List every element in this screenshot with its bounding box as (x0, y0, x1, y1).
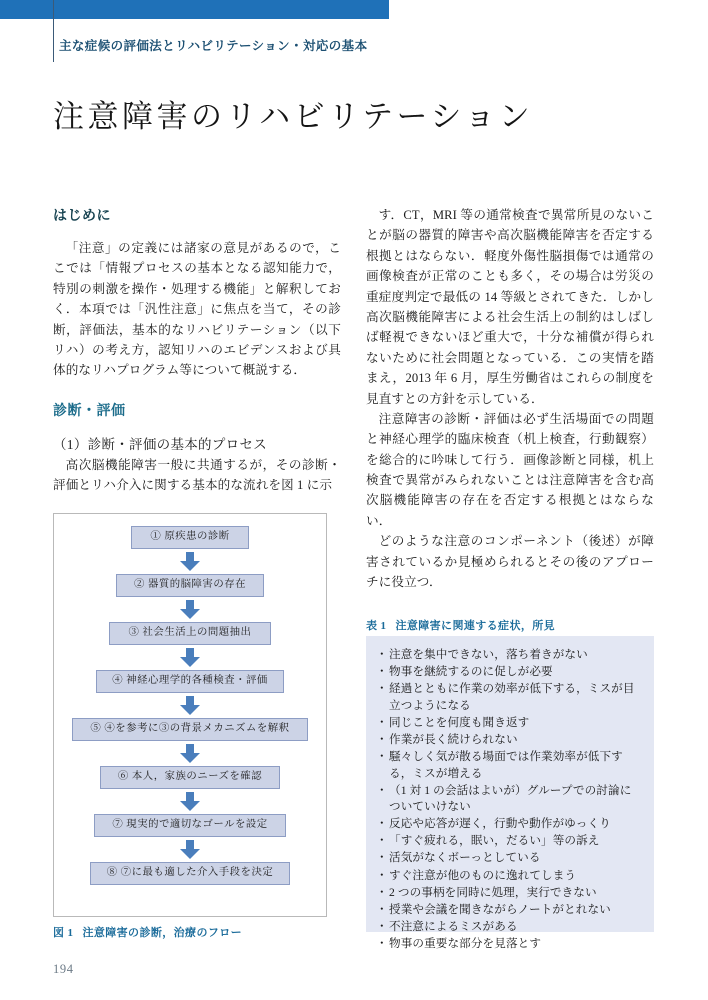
spacer (53, 381, 341, 400)
table-list-item: ・ 物事を継続するのに促しが必要 (378, 664, 642, 681)
heading-basic-process: （1）診断・評価の基本的プロセス (53, 436, 268, 452)
figure-1-caption (53, 924, 242, 940)
table-list-item: ・ 授業や会議を聞きながらノートがとれない (378, 902, 642, 919)
table-list-item: ・ 反応や応答が遅く，行動や動作がゆっくり (378, 816, 642, 833)
section-kicker: 主な症候の評価法とリハビリテーション・対応の基本 (59, 39, 368, 53)
heading-introduction: はじめに (53, 209, 111, 224)
arrow-head (180, 609, 200, 619)
table-list-item: ・ （1 対 1 の会話はよいが）グループでの討論についていけない (378, 783, 642, 816)
flow-arrow-down-icon (180, 792, 200, 811)
table-list-item: ・ すぐ注意が他のものに逸れてしまう (378, 868, 642, 885)
header-vertical-rule (53, 0, 54, 62)
flow-step-box: ⑤ ④を参考に③の背景メカニズムを解釈 (72, 718, 308, 741)
table-number: 表 1 (366, 620, 387, 632)
flowchart-steps (54, 514, 326, 885)
table-list-item: ・ 「すぐ疲れる，眠い，だるい」等の訴え (378, 833, 642, 850)
right-paragraph-1: す．CT，MRI 等の通常検査で異常所見のないことが脳の器質的障害や高次脳機能障害を否定する根拠とはならない．軽度外傷性脳損傷では通常の画像検査が正常のことも多く，その場合は労災の重症度判定で最低の 14 等級とされてきた．しかし高次脳機能障害による社会生活上の制約はしばしば軽視できないほど重大で，十分な補償が得られないために社会問題となっている．この実情を踏まえ，2013 年 6 月，厚生労働省はこれらの制度を見直すとの方針を示している． (366, 208, 654, 406)
table-list-item: ・ 作業が長く続けられない (378, 732, 642, 749)
flow-arrow-down-icon (180, 840, 200, 859)
arrow-head (180, 657, 200, 667)
intro-paragraph: 「注意」の定義には諸家の意見があるので，ここでは「情報プロセスの基本となる認知能力で，特別の刺激を操作・処理する機能」と解釈しておく．本項では「汎性注意」に焦点を当て，その診断，評価法，基本的なリハビリテーション（以下リハ）の考え方，認知リハのエビデンスおよび具体的なリハプログラム等について概説する． (53, 241, 341, 378)
flow-step-box: ③ 社会生活上の問題抽出 (109, 622, 271, 645)
flow-step-box: ⑥ 本人，家族のニーズを確認 (100, 766, 280, 789)
figure-1-flowchart (53, 513, 327, 917)
arrow-head (180, 705, 200, 715)
flow-arrow-down-icon (180, 648, 200, 667)
flow-arrow-down-icon (180, 552, 200, 571)
table-list-item: ・ 活気がなくボーっとしている (378, 850, 642, 867)
right-column (366, 205, 654, 592)
header-accent-bar (0, 0, 389, 19)
right-paragraph-2: 注意障害の診断・評価は必ず生活場面での問題と神経心理学的臨床検査（机上検査，行動観察）を総合的に吟味して行う．画像診断と同様，机上検査で異常がみられないことは注意障害を含む高次脳機能障害の存在を否定する根拠とはならない． (366, 411, 654, 528)
page-title: 注意障害のリハビリテーション (53, 98, 534, 134)
heading-diagnosis-evaluation: 診断・評価 (53, 403, 126, 419)
flow-step-box: ④ 神経心理学的各種検査・評価 (96, 670, 284, 693)
page-number: 194 (53, 962, 74, 976)
flow-arrow-down-icon (180, 600, 200, 619)
arrow-head (180, 753, 200, 763)
table-list-item: ・ 2 つの事柄を同時に処理，実行できない (378, 885, 642, 902)
flow-step-box: ① 原疾患の診断 (131, 526, 249, 549)
arrow-head (180, 801, 200, 811)
table-1-caption (366, 617, 555, 633)
flow-step-box: ② 器質的脳障害の存在 (116, 574, 264, 597)
flow-arrow-down-icon (180, 744, 200, 763)
table-list-item: ・ 騒々しく気が散る場面では作業効率が低下する，ミスが増える (378, 749, 642, 782)
table-list-item: ・ 同じことを何度も聞き返す (378, 715, 642, 732)
figure-number: 図 1 (53, 927, 74, 939)
table-list-item: ・ 経過とともに作業の効率が低下する，ミスが目立つようになる (378, 681, 642, 714)
table-list-item: ・ 不注意によるミスがある (378, 919, 642, 936)
table-list-item: ・ 注意を集中できない，落ち着きがない (378, 647, 642, 664)
table-1-item-list (378, 647, 642, 952)
left-column (53, 205, 341, 496)
flow-step-box: ⑧ ⑦に最も適した介入手段を決定 (90, 862, 290, 885)
flow-arrow-down-icon (180, 696, 200, 715)
arrow-head (180, 561, 200, 571)
table-caption-text: 注意障害に関連する症状，所見 (395, 620, 556, 632)
table-list-item: ・ 物事の重要な部分を見落とす (378, 936, 642, 953)
basic-process-paragraph: 高次脳機能障害一般に共通するが，その診断・評価とリハ介入に関する基本的な流れを図 1 に示 (53, 457, 341, 493)
figure-caption-text: 注意障害の診断，治療のフロー (82, 927, 243, 939)
arrow-head (180, 849, 200, 859)
flow-step-box: ⑦ 現実的で適切なゴールを設定 (94, 814, 286, 837)
table-1-box (366, 636, 654, 950)
right-paragraph-3: どのような注意のコンポーネント（後述）が障害されているか見極められるとその後のアプローチに役立つ． (366, 534, 654, 590)
